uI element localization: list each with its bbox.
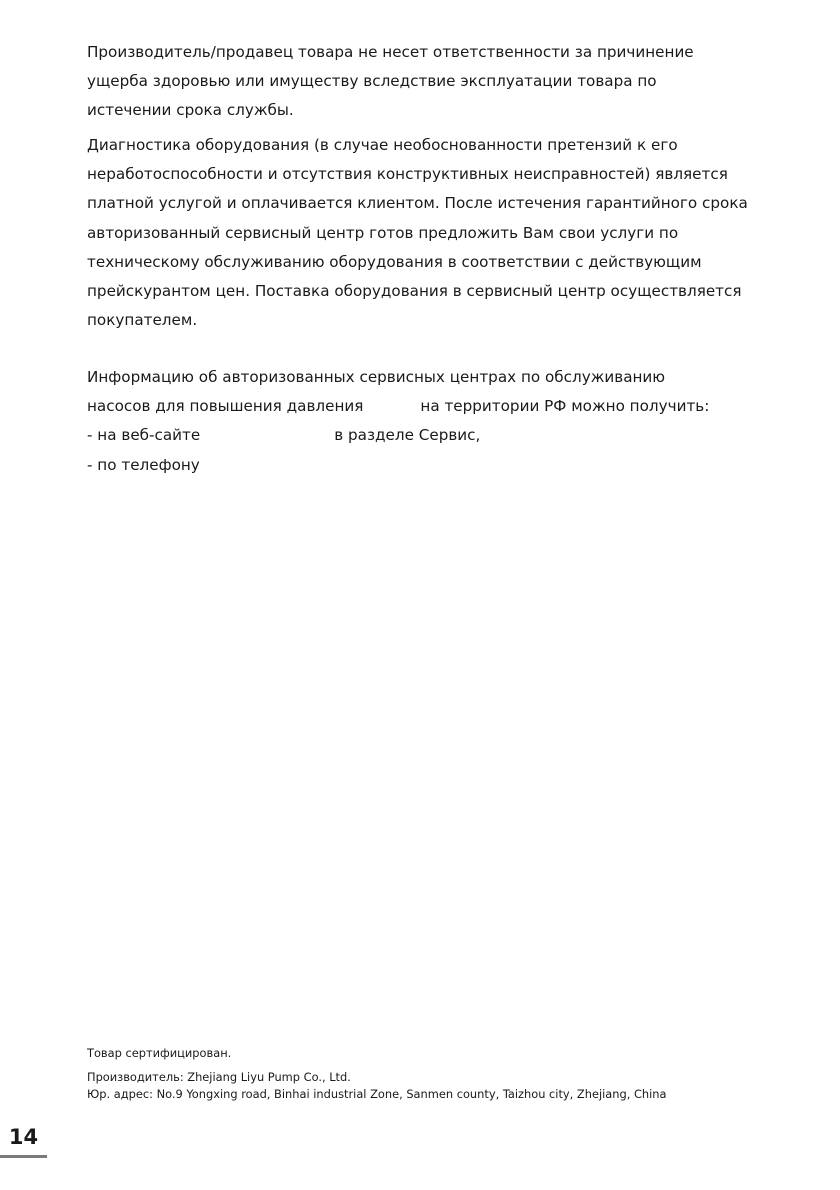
page-number-rule <box>0 1155 47 1158</box>
service-line-2 <box>87 392 777 421</box>
diagnostics-line-1: Диагностика оборудования (в случае необоснованности претензий к его <box>87 136 678 154</box>
liability-paragraph <box>87 38 777 125</box>
manufacturer-note: Производитель: Zhejiang Liyu Pump Co., Ltd. <box>87 1070 351 1084</box>
certified-note: Товар сертифицирован. <box>87 1046 232 1060</box>
diagnostics-line-5: техническому обслуживанию оборудования в соответствии с действующим <box>87 252 702 271</box>
liability-line-3: истечении срока службы. <box>87 101 294 119</box>
service-line-3 <box>87 421 777 450</box>
diagnostics-line-3: платной услугой и оплачивается клиентом. После истечения гарантийного срока <box>87 194 748 213</box>
website-label: - на веб-сайте <box>87 426 201 445</box>
service-line-2-end: на территории РФ можно получить: <box>420 397 710 416</box>
service-line-1: Информацию об авторизованных сервисных центрах по обслуживанию <box>87 368 666 386</box>
liability-line-1: Производитель/продавец товара не несет ответственности за причинение <box>87 43 694 61</box>
liability-line-2: ущерба здоровью или имуществу вследствие эксплуатации товара по <box>87 72 657 90</box>
service-line-2-start: насосов для повышения давления <box>87 397 364 416</box>
diagnostics-line-2: неработоспособности и отсутствия конструктивных неисправностей) является <box>87 165 728 184</box>
address-note: Юр. адрес: No.9 Yongxing road, Binhai industrial Zone, Sanmen county, Taizhou city, Zhejiang, China <box>87 1087 667 1101</box>
service-centers-paragraph <box>87 363 777 480</box>
diagnostics-line-6: прейскурантом цен. Поставка оборудования в сервисный центр осуществляется <box>87 282 742 301</box>
page-number: 14 <box>8 1125 39 1149</box>
diagnostics-line-4: авторизованный сервисный центр готов предложить Вам свои услуги по <box>87 223 679 242</box>
diagnostics-paragraph <box>87 131 777 335</box>
phone-line: - по телефону <box>87 455 200 474</box>
website-section: в разделе Сервис, <box>334 426 481 445</box>
diagnostics-line-7: покупателем. <box>87 311 198 330</box>
